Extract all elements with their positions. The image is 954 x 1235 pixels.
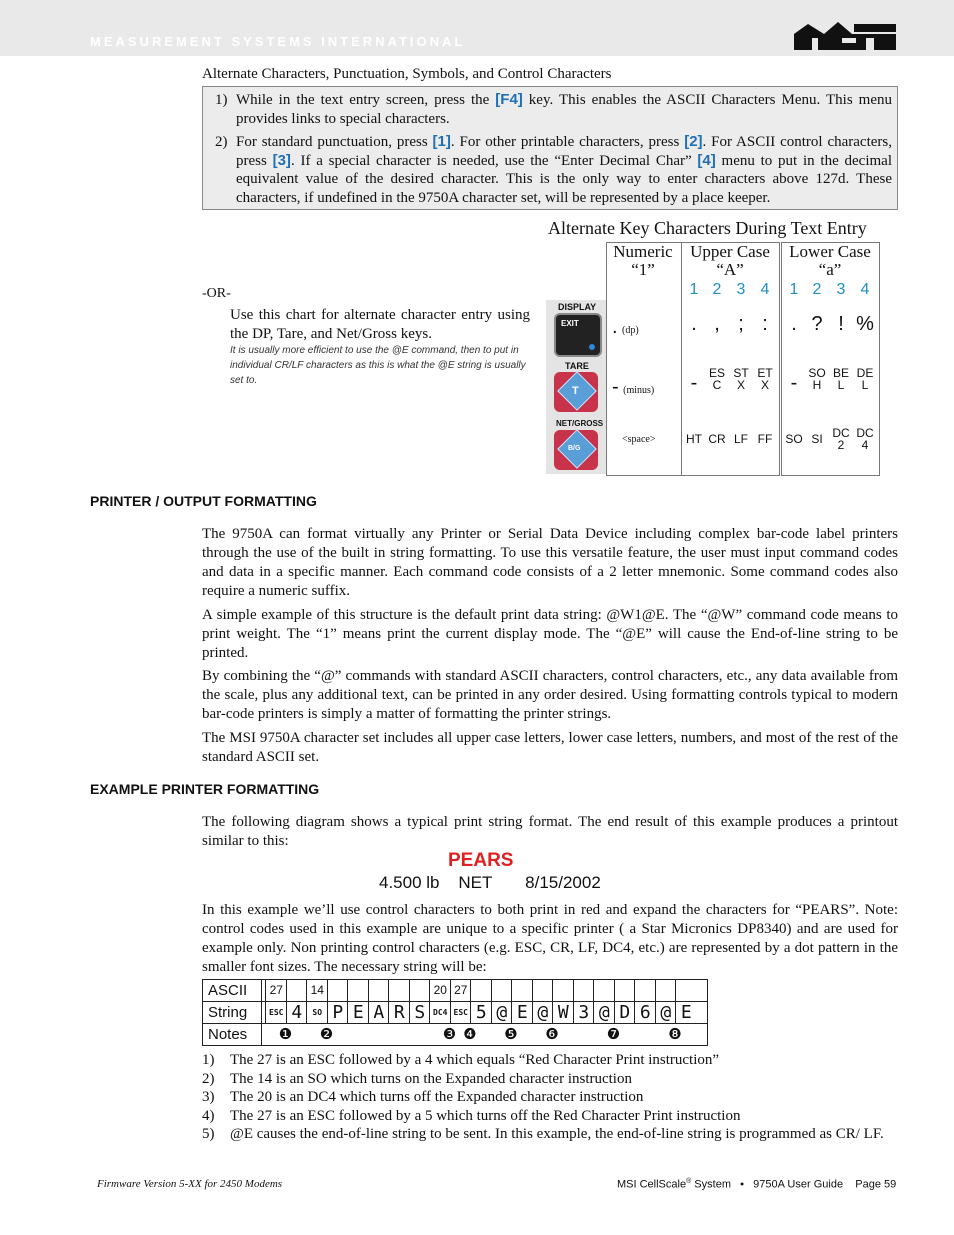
upper-char: ; — [738, 313, 744, 335]
string-cell: DC4 — [429, 1002, 451, 1023]
upper-char-vertical: LF — [733, 432, 748, 446]
note-marker: ❷ — [319, 1025, 334, 1043]
page-header — [0, 0, 954, 56]
notes-list — [202, 1051, 898, 1144]
ascii-cell — [614, 980, 636, 1001]
ascii-cell — [470, 980, 492, 1001]
footer-left: Firmware Version 5-XX for 2450 Modems — [97, 1178, 283, 1190]
row-label: ASCII — [208, 982, 248, 999]
ascii-cell — [511, 980, 533, 1001]
tare-label: TARE — [565, 361, 589, 371]
upper-char-vertical: ETX — [757, 366, 773, 392]
ascii-cell — [532, 980, 554, 1001]
lower-num-1: 1 — [789, 281, 799, 298]
list-item: 2) The 14 is an SO which turns on the Expanded character instruction — [202, 1070, 632, 1087]
pears-sample: PEARS — [448, 850, 514, 871]
example-p1: The following diagram shows a typical print string format. The end result of this example produces a printout similar to this: — [202, 814, 898, 849]
upper-num-4: 4 — [760, 281, 770, 298]
lower-char: . — [791, 313, 797, 335]
lower-char-vertical: DEL — [856, 366, 874, 392]
upper-num-3: 3 — [736, 281, 746, 298]
ascii-cell: 20 — [429, 980, 451, 1001]
numeric-row-minus: - (minus) — [612, 376, 655, 398]
printout-line: 4.500 lb NET 8/15/2002 — [379, 873, 601, 892]
printer-p3: By combining the “@” commands with standard ASCII characters, control characters, etc., any data available from the scale, plus any additional text, can be printed in any order desired. Using formatting controls typical to modern bar-code printers is simply a matter of formatting the printer strings. — [202, 668, 898, 722]
string-cell: P — [327, 1002, 349, 1023]
lower-char-vertical: SO — [785, 432, 803, 446]
upper-char: , — [714, 313, 720, 335]
upper-num-1: 1 — [689, 281, 699, 298]
chart-title: Alternate Key Characters During Text Entry — [548, 218, 867, 238]
list-item: 3) The 20 is an DC4 which turns off the Expanded character instruction — [202, 1089, 644, 1105]
instruction-box: 1) While in the text entry screen, press the [F4] key. This enables the ASCII Characters Menu. This menu provides links to special characters. 2) For standard punctuation, press [1]. For other printable characters, press [2]. For ASCII control characters, press [3]. If a special character is needed, use the “Enter Decimal Char” [4] menu to put in the decimal equivalent value of the desired character. This is the only way to enter characters above 127d. These characters, if undefined in the 9750A character set, will be represented by a place keeper. — [202, 86, 898, 210]
exit-button: EXIT — [554, 313, 602, 357]
list-item: 1) The 27 is an ESC followed by a 4 which equals “Red Character Print instruction” — [202, 1052, 720, 1068]
display-label: DISPLAY — [558, 302, 597, 312]
string-cell: 5 — [470, 1002, 492, 1023]
upper-num-2: 2 — [712, 281, 722, 298]
string-cell: SO — [306, 1002, 328, 1023]
string-cell: 3 — [573, 1002, 595, 1023]
step-1: While in the text entry screen, press the [F4] key. This enables the ASCII Characters Menu. This menu provides links to special characters. — [236, 91, 893, 127]
note-marker: ❶ — [278, 1025, 293, 1043]
tare-button: T — [554, 372, 598, 412]
string-cell: D — [614, 1002, 636, 1023]
ascii-cell — [409, 980, 431, 1001]
ascii-cell — [552, 980, 574, 1001]
string-cell: A — [368, 1002, 390, 1023]
or-label: -OR- — [202, 286, 231, 301]
list-item: 5) @E causes the end-of-line string to be sent. In this example, the end-of-line string is programmed as CR/ LF. — [202, 1126, 884, 1142]
note-marker: ❼ — [606, 1025, 621, 1043]
lower-char-vertical: SI — [811, 432, 823, 446]
ascii-cell: 14 — [306, 980, 328, 1001]
upper-char-vertical: ESC — [708, 366, 725, 392]
string-cell: E — [347, 1002, 369, 1023]
string-table — [202, 979, 708, 1046]
lower-char-vertical: DC2 — [832, 426, 850, 452]
ascii-cell — [388, 980, 410, 1001]
company-name: MEASUREMENT SYSTEMS INTERNATIONAL — [90, 34, 466, 49]
step-2: For standard punctuation, press [1]. For other printable characters, press [2]. For ASCII control characters, press [3]. If a special character is needed, use the “Enter Decimal Char” [4] menu to put in the decimal equivalent value of the desired character. This is the only way to enter characters above 127d. These characters, if undefined in the 9750A character set, will be represented by a place keeper. — [236, 133, 892, 206]
chart-note: It is usually more efficient to use the @E command, then to put in individual CR/LF characters as this is what the @E string is usually set to. — [230, 345, 526, 386]
lower-char-vertical: DC4 — [856, 426, 874, 452]
lower-header: Lower Case “a” — [789, 242, 871, 279]
ascii-cell — [573, 980, 595, 1001]
ascii-cell — [675, 980, 697, 1001]
list-item: 4) The 27 is an ESC followed by a 5 which turns off the Red Character Print instruction — [202, 1107, 741, 1124]
string-cell: @ — [655, 1002, 677, 1023]
numeric-row-space: <space> — [622, 434, 656, 445]
ascii-cell: 27 — [265, 980, 287, 1001]
string-cell: ESC — [265, 1002, 287, 1023]
string-cell: 6 — [634, 1002, 656, 1023]
lower-num-2: 2 — [812, 281, 822, 298]
note-marker: ❻ — [545, 1025, 559, 1043]
ascii-cell — [634, 980, 656, 1001]
ascii-cell — [593, 980, 615, 1001]
upper-char-vertical: CR — [708, 432, 726, 446]
upper-char: - — [690, 372, 698, 394]
note-marker: ❽ — [668, 1025, 682, 1043]
ascii-cell — [286, 980, 308, 1001]
footer-right: MSI CellScale® System • 9750A User Guide Page 59 — [617, 1178, 897, 1191]
lower-char: - — [790, 372, 798, 394]
note-marker: ❸ — [442, 1025, 457, 1043]
ascii-cell — [347, 980, 369, 1001]
string-cell: R — [388, 1002, 410, 1023]
use-chart-text: Use this chart for alternate character entry using the DP, Tare, and Net/Gross keys. — [230, 307, 530, 342]
numeric-header: Numeric “1” — [613, 242, 673, 279]
ascii-cell — [655, 980, 677, 1001]
string-cell: W — [552, 1002, 574, 1023]
lower-char: ? — [811, 313, 823, 335]
string-cell: 4 — [286, 1002, 308, 1023]
msi-logo — [794, 20, 896, 50]
string-cell: E — [511, 1002, 533, 1023]
upper-char-vertical: FF — [757, 432, 773, 446]
string-cell: @ — [593, 1002, 615, 1023]
numeric-row-dp: . (dp) — [612, 316, 639, 338]
string-cell: ESC — [450, 1002, 472, 1023]
example-heading: EXAMPLE PRINTER FORMATTING — [90, 781, 320, 797]
note-marker: ❹ — [463, 1025, 477, 1043]
lower-char-vertical: SOH — [808, 366, 826, 392]
ascii-cell — [368, 980, 390, 1001]
printer-p2: A simple example of this structure is the default print data string: @W1@E. The “@W” command code means to print weight. The “1” means print the current display mode. The “@E” will cause the End-of-line string to be printed. — [202, 607, 898, 661]
ascii-cell — [491, 980, 513, 1001]
section-subtitle: Alternate Characters, Punctuation, Symbols, and Control Characters — [202, 66, 612, 82]
lower-num-4: 4 — [860, 281, 870, 298]
lower-char: % — [856, 313, 874, 335]
upper-char: : — [762, 313, 768, 335]
netgross-button: B/G — [554, 430, 598, 470]
upper-header: Upper Case “A” — [690, 242, 770, 279]
ascii-cell: 27 — [450, 980, 472, 1001]
row-label: String — [208, 1004, 248, 1021]
printer-p4: The MSI 9750A character set includes all upper case letters, lower case letters, numbers, and most of the rest of the standard ASCII set. — [202, 730, 898, 765]
lower-num-3: 3 — [836, 281, 846, 298]
upper-char-vertical: STX — [733, 366, 749, 392]
string-cell: @ — [532, 1002, 554, 1023]
string-cell: E — [675, 1002, 697, 1023]
lower-char: ! — [838, 313, 844, 335]
upper-char: . — [691, 313, 697, 335]
row-label: Notes — [208, 1026, 248, 1043]
netgross-label: NET/GROSS — [556, 419, 604, 428]
example-p2: In this example we’ll use control characters to both print in red and expand the characters for “PEARS”. Note: control codes used in this example are unique to a specific printer ( a Star Micronics DP8340) and are used for example only. Non printing control characters (e.g. ESC, CR, LF, DC4, etc.) are represented by a dot pattern in the smaller font sizes. The necessary string will be: — [202, 902, 898, 975]
string-cell: @ — [491, 1002, 513, 1023]
note-marker: ❺ — [504, 1025, 518, 1043]
ascii-cell — [327, 980, 349, 1001]
upper-char-vertical: HT — [686, 432, 702, 446]
string-cell: S — [409, 1002, 431, 1023]
lower-char-vertical: BEL — [832, 366, 849, 392]
printer-heading: PRINTER / OUTPUT FORMATTING — [90, 493, 317, 509]
printer-p1: The 9750A can format virtually any Printer or Serial Data Device including complex bar-code label printers through the use of the built in string formatting. To use this versatile feature, the user must input command codes and data in a specific manner. Each command code consists of a 2 letter mnemonic. Some command codes also require a numeric suffix. — [202, 526, 898, 599]
